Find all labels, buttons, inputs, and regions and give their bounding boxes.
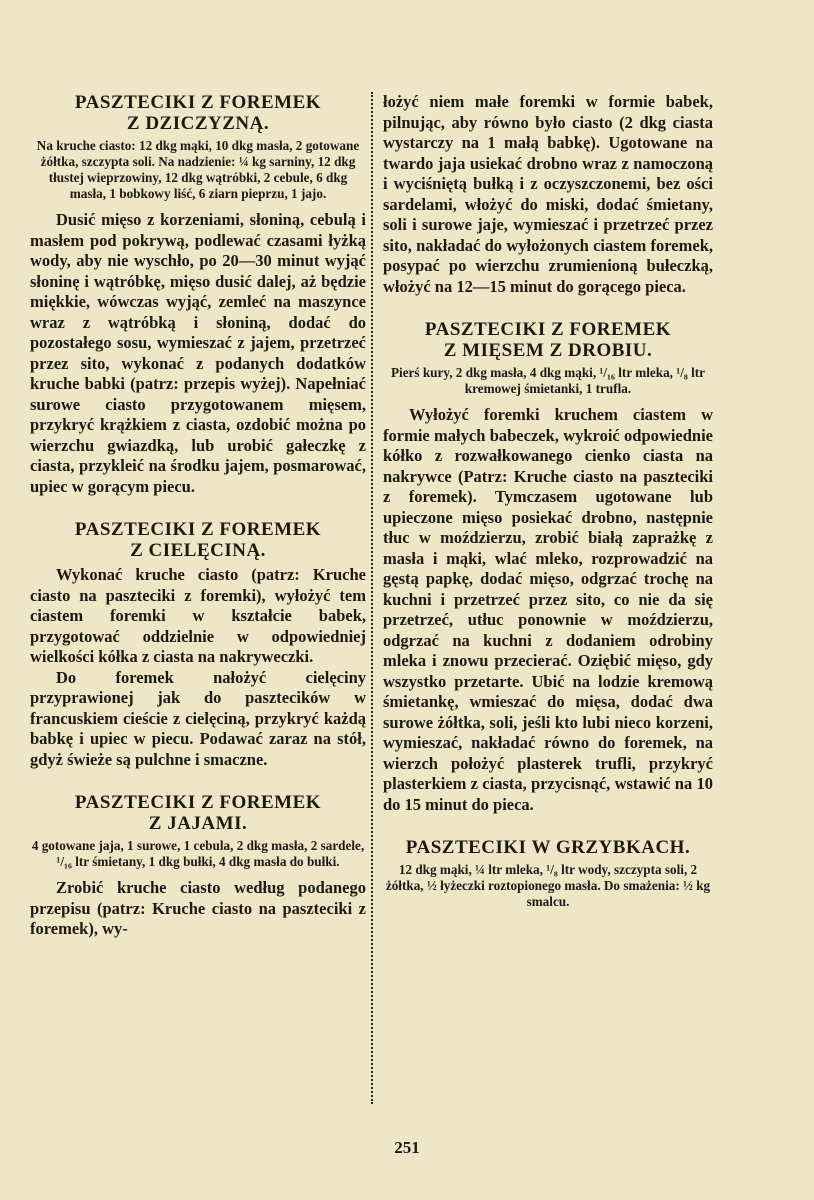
ingredients-jajami: 4 gotowane jaja, 1 surowe, 1 cebula, 2 dkg masła, 2 sardele, ¹/₁₆ ltr śmietany, 1 dkg bułki, 4 dkg masła do bułki. [31, 838, 365, 869]
recipe-title-dziczyzna: PASZTECIKI Z FOREMEK Z DZICZYZNĄ. [74, 92, 322, 134]
right-column [383, 92, 713, 910]
column-divider [371, 92, 373, 1104]
ingredients-grzybkach: 12 dkg mąki, ¼ ltr mleka, ¹/₈ ltr wody, szczypta soli, 2 żółtka, ½ łyżeczki roztopionego masła. Do smażenia: ½ kg smalcu. [385, 862, 711, 909]
instructions-cielecina-p2: Do foremek nałożyć cielęciny przyprawionej jak do pasztecików w francuskiem cieście z cielęciną, przykryć każdą babkę i upiec w piecu. Podawać zaraz na stół, gdyż świeże są pulchne i smaczne. [30, 667, 366, 769]
page-number: 251 [394, 1138, 420, 1157]
recipe-title-drobiu: PASZTECIKI Z FOREMEK Z MIĘSEM Z DROBIU. [424, 319, 672, 361]
recipe-title-grzybkach: PASZTECIKI W GRZYBKACH. [405, 837, 691, 858]
left-column [30, 92, 366, 940]
instructions-jajami-continued: łożyć niem małe foremki w formie babek, pilnując, aby równo było ciasto (2 dkg ciasta wystarczy na 1 małą babkę). Ugotowane na twardo jaja usiekać drobno wraz z namoczoną i wyciśniętą bułką i z oczyszczonemi, bez ości sardelami, włożyć do miski, dodać śmietany, soli i surowe jaje, wymieszać i przetrzeć przez sito, nakładać do wyłożonych ciastem foremek, posypać po wierzchu zrumienioną bułeczką, włożyć na 12—15 minut do gorącego pieca. [383, 92, 713, 296]
instructions-cielecina-p1: Wykonać kruche ciasto (patrz: Kruche ciasto na paszteciki z foremki), wyłożyć tem ciastem foremki w kształcie babek, przygotować oddzielnie w odpowiedniej wielkości kółka z ciasta na nakryweczki. [30, 565, 366, 666]
instructions-dziczyzna: Dusić mięso z korzeniami, słoniną, cebulą i masłem pod pokrywą, podlewać czasami łyżką wody, aby nie wyschło, po 20—30 minut wyjąć słoninę i wątróbkę, mięso dusić dalej, aż będzie miękkie, wówczas wyjąć, zemleć na maszynce wraz z wątróbką i słoniną, dodać do pozostałego sosu, wymieszać z jajem, przetrzeć przez sito, wykonać z podanych dodatków kruche babki (patrz: przepis wyżej). Napełniać surowe ciasto przygotowanem mięsem, przykryć krążkiem z ciasta, ozdobić można po wierzchu gwiazdką, lub urobić gałeczkę z ciasta, przykleić na środku jajem, posmarować, upiec w gorącym piecu. [30, 210, 366, 496]
instructions-drobiu: Wyłożyć foremki kruchem ciastem w formie małych babeczek, wykroić odpowiednie kółko z rozwałkowanego cienko ciasta na nakrywce (Patrz: Kruche ciasto na paszteciki z foremek). Tymczasem ugotowane lub upieczone mięso posiekać drobno, następnie tłuc w moździerzu, zrobić białą zaprażkę z masła i mąki, wlać mleko, rozprowadzić na gęstą papkę, dodać mięso, odgrzać trochę na kuchni i przetrzeć przez sito, co nie da się przetrzeć, utłuc ponownie w moździerzu, odgrzać na kuchni z dodaniem odrobiny mleka i znowu przecierać. Oziębić mięso, gdy wszystko przetarte. Ubić na lodzie kremową śmietankę, wmieszać do mięsa, dodać dwa surowe żółtka, soli, jeśli kto lubi nieco korzeni, wymieszać, nakładać równo do foremek, na wierzch położyć plasterek trufli, przykryć plasterkiem z ciasta, przycisnąć, wstawić na 10 do 15 minut do pieca. [383, 405, 713, 814]
recipe-title-jajami: PASZTECIKI Z FOREMEK Z JAJAMI. [74, 792, 322, 834]
recipe-title-cielecina: PASZTECIKI Z FOREMEK Z CIELĘCINĄ. [74, 519, 322, 561]
ingredients-dziczyzna: Na kruche ciasto: 12 dkg mąki, 10 dkg masła, 2 gotowane żółtka, szczypta soli. Na nadzienie: ¼ kg sarniny, 12 dkg tłustej wieprzowiny, 12 dkg wątróbki, 2 cebule, 6 dkg masła, 1 bobkowy liść, 6 ziarn pieprzu, 1 jajo. [36, 138, 360, 201]
instructions-jajami: Zrobić kruche ciasto według podanego przepisu (patrz: Kruche ciasto na paszteciki z foremek), wy- [30, 878, 366, 938]
ingredients-drobiu: Pierś kury, 2 dkg masła, 4 dkg mąki, ¹/₁₆ ltr mleka, ¹/₈ ltr kremowej śmietanki, 1 trufla. [390, 365, 706, 396]
